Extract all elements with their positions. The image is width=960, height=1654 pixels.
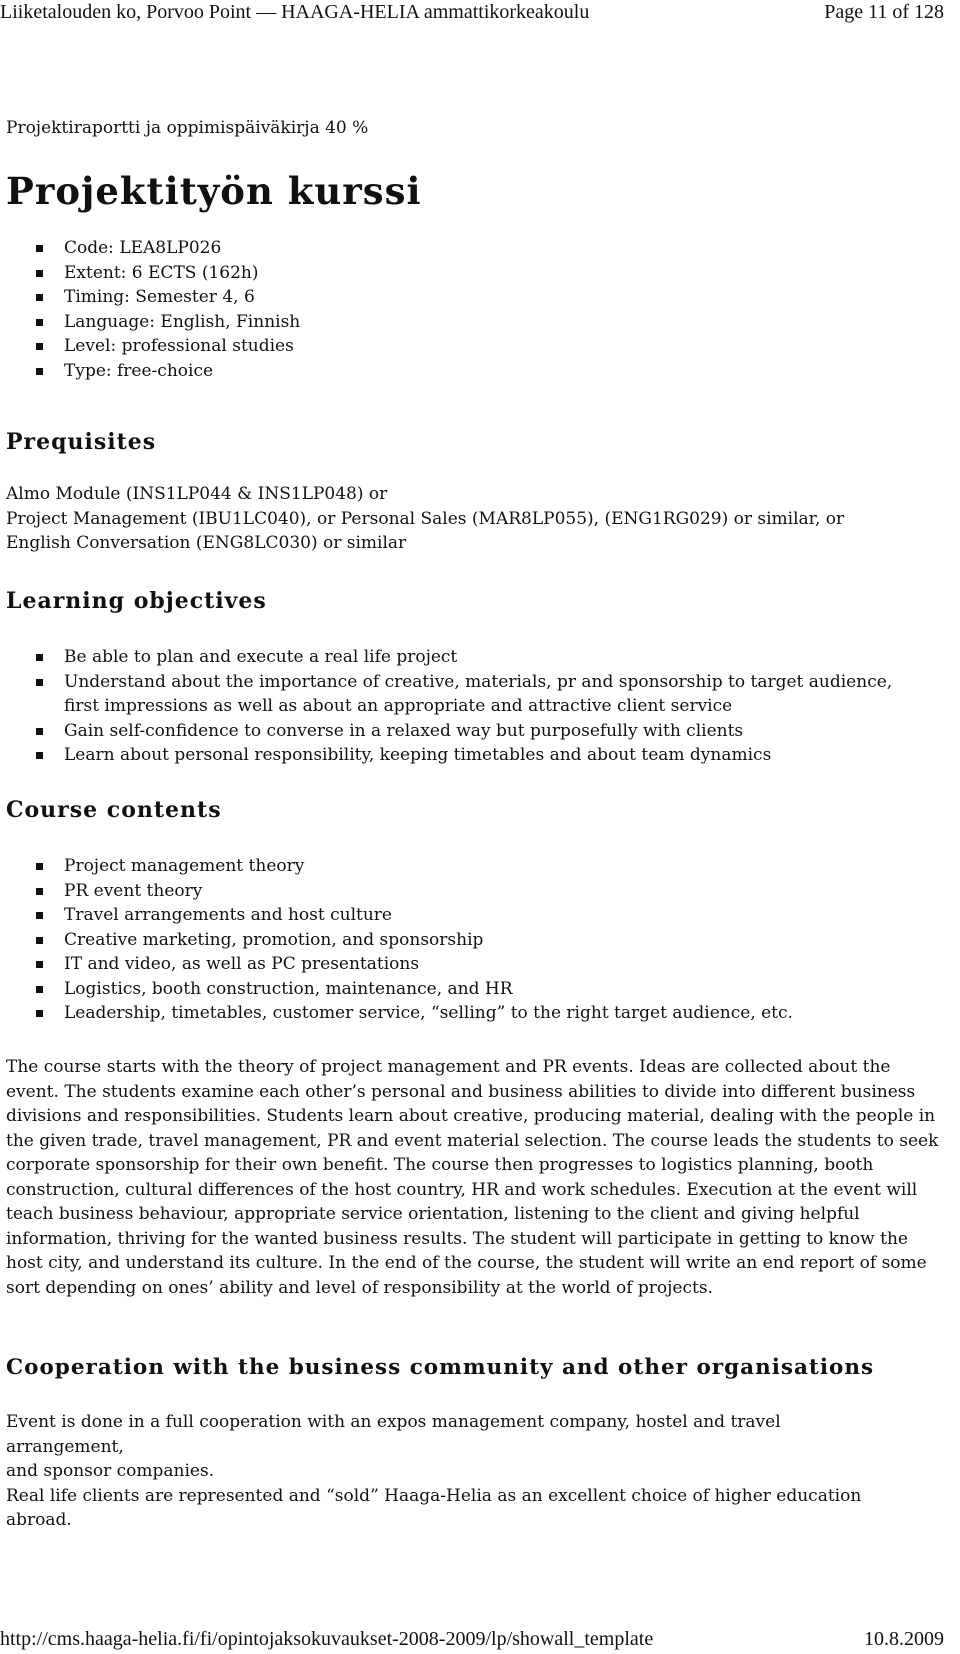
intro-line: Projektiraportti ja oppimispäiväkirja 40 % [6,118,369,138]
bullet-icon [36,368,43,375]
cooperation-line: Real life clients are represented and “sold” Haaga-Helia as an excellent choice of higher education abroad. [6,1485,862,1530]
bullet-icon [36,654,43,661]
cooperation-line: and sponsor companies. [6,1461,215,1481]
footer-date: 10.8.2009 [864,1628,944,1650]
list-item: Extent: 6 ECTS (162h) [6,261,906,286]
list-item: Leadership, timetables, customer service, “selling” to the right target audience, etc. [6,1001,906,1026]
bullet-icon [36,679,43,686]
list-item: Code: LEA8LP026 [6,236,906,261]
list-item: Logistics, booth construction, maintenance, and HR [6,977,906,1002]
course-description: The course starts with the theory of project management and PR events. Ideas are collected about the event. The students examine each other’s personal and business abilities to divide into different business divisions and responsibilities. Students learn about creative, producing material, dealing with the people in the given trade, travel management, PR and event material selection. The course leads the students to seek corporate sponsorship for their own benefit. The course then progresses to logistics planning, booth construction, cultural differences of the host country, HR and work schedules. Execution at the event will teach business behaviour, appropriate service orientation, listening to the client and giving helpful information, thriving for the wanted business results. The student will participate in getting to know the host city, and understand its culture. In the end of the course, the student will write an end report of some sort depending on ones’ ability and level of responsibility at the world of projects. [6,1057,939,1298]
list-item: Understand about the importance of creative, materials, pr and sponsorship to target audience, first impressions as well as about an appropriate and attractive client service [6,670,906,719]
list-item: IT and video, as well as PC presentations [6,952,906,977]
cooperation-line: Event is done in a full cooperation with an expos management company, hostel and travel arrangement, [6,1412,781,1457]
list-item: Creative marketing, promotion, and sponsorship [6,928,906,953]
page-title: Projektityön kurssi [6,169,422,213]
course-facts-list [6,236,906,383]
bullet-icon [36,752,43,759]
bullet-icon [36,986,43,993]
bullet-icon [36,319,43,326]
bullet-icon [36,294,43,301]
list-item: Level: professional studies [6,334,906,359]
list-item: Project management theory [6,854,906,879]
course-contents-list [6,854,906,1026]
bullet-icon [36,863,43,870]
learning-objectives-heading: Learning objectives [6,588,267,614]
bullet-icon [36,270,43,277]
prequisites-heading: Prequisites [6,429,157,455]
course-contents-heading: Course contents [6,797,222,823]
learning-objectives-list [6,645,906,768]
list-item: Language: English, Finnish [6,310,906,335]
bullet-icon [36,728,43,735]
prequisites-line: Almo Module (INS1LP044 & INS1LP048) or [6,484,388,504]
list-item: Be able to plan and execute a real life project [6,645,906,670]
bullet-icon [36,912,43,919]
list-item: Gain self-confidence to converse in a relaxed way but purposefully with clients [6,719,906,744]
list-item: Type: free-choice [6,359,906,384]
bullet-icon [36,961,43,968]
list-item: Travel arrangements and host culture [6,903,906,928]
bullet-icon [36,1010,43,1017]
list-item: Learn about personal responsibility, keeping timetables and about team dynamics [6,743,906,768]
print-footer [0,1627,944,1651]
list-item: Timing: Semester 4, 6 [6,285,906,310]
header-page-number: Page 11 of 128 [824,1,944,23]
cooperation-text [6,1410,866,1533]
bullet-icon [36,245,43,252]
header-document-title: Liiketalouden ko, Porvoo Point — HAAGA-HELIA ammattikorkeakoulu [0,1,590,23]
prequisites-text [6,482,936,556]
bullet-icon [36,343,43,350]
print-header [0,0,944,24]
footer-url: http://cms.haaga-helia.fi/fi/opintojaksokuvaukset-2008-2009/lp/showall_template [0,1628,654,1650]
cooperation-heading: Cooperation with the business community and other organisations [6,1355,875,1380]
bullet-icon [36,888,43,895]
prequisites-line: English Conversation (ENG8LC030) or similar [6,533,407,553]
prequisites-line: Project Management (IBU1LC040), or Personal Sales (MAR8LP055), (ENG1RG029) or similar, or [6,508,845,529]
bullet-icon [36,937,43,944]
list-item: PR event theory [6,879,906,904]
